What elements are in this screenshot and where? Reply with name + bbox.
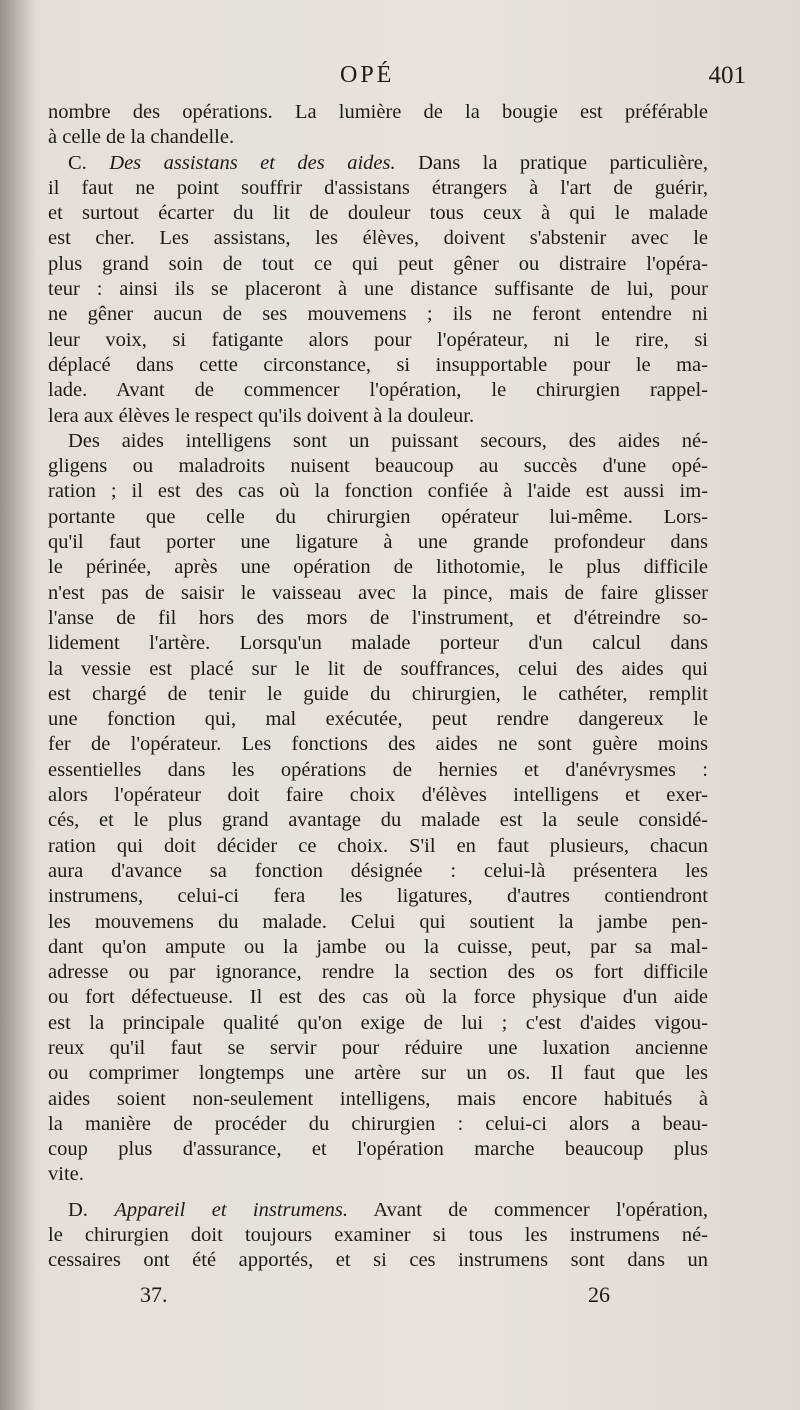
text-line: alors l'opérateur doit faire choix d'élèves intelligens et exer- [48, 784, 708, 807]
text-line: ration ; il est des cas où la fonction confiée à l'aide est aussi im- [48, 480, 708, 503]
text-fragment: Avant de commencer l'opération, [373, 1198, 708, 1221]
text-line: l'anse de fil hors des mors de l'instrument, et d'étreindre so- [48, 606, 708, 629]
text-line: le chirurgien doit toujours examiner si tous les instrumens né- [48, 1224, 708, 1247]
section-label: D. [68, 1198, 88, 1221]
text-line: une fonction qui, mal exécutée, peut rendre dangereux le [48, 708, 708, 731]
text-line: reux qu'il faut se servir pour réduire une luxation ancienne [48, 1036, 708, 1059]
text-line: plus grand soin de tout ce qui peut gêner ou distraire l'opéra- [48, 252, 708, 275]
text-line: coup plus d'assurance, et l'opération marche beaucoup plus [48, 1138, 708, 1161]
text-line: essentielles dans les opérations de hernies et d'anévrysmes : [48, 758, 708, 781]
section-title: Des assistans et des aides. [109, 151, 396, 174]
text-line: gligens ou maladroits nuisent beaucoup au succès d'une opé- [48, 455, 708, 478]
text-line: cés, et le plus grand avantage du malade est la seule considé- [48, 809, 708, 832]
text-line: lidement l'artère. Lorsqu'un malade porteur d'un calcul dans [48, 632, 708, 655]
text-line: Des aides intelligens sont un puissant secours, des aides né- [68, 429, 708, 452]
text-line: lade. Avant de commencer l'opération, le chirurgien rappel- [48, 379, 708, 402]
text-line: vite. [48, 1163, 84, 1186]
section-title: Appareil et instrumens. [114, 1198, 349, 1221]
text-line: les mouvemens du malade. Celui qui soutient la jambe pen- [48, 910, 708, 933]
text-line: ne gêner aucun de ses mouvemens ; ils ne feront entendre ni [48, 303, 708, 326]
text-line: qu'il faut porter une ligature à une grande profondeur dans [48, 531, 708, 554]
text-line: portante que celle du chirurgien opérateur lui-même. Lors- [48, 505, 708, 528]
section-heading-line [48, 151, 708, 176]
text-line: cessaires ont été apportés, et si ces instrumens sont dans un [48, 1249, 708, 1272]
text-line: lera aux élèves le respect qu'ils doivent à la douleur. [48, 404, 475, 427]
text-line: la manière de procéder du chirurgien : celui-ci alors a beau- [48, 1112, 708, 1135]
text-fragment: Dans la pratique particulière, [418, 151, 709, 174]
text-line: aura d'avance sa fonction désignée : celui-là présentera les [48, 859, 708, 882]
text-line: ou fort défectueuse. Il est des cas où la force physique d'un aide [48, 986, 708, 1009]
text-line: nombre des opérations. La lumière de la bougie est préférable [48, 101, 708, 123]
text-line: est cher. Les assistans, les élèves, doivent s'abstenir avec le [48, 227, 708, 250]
text-line: adresse ou par ignorance, rendre la section des os fort difficile [48, 961, 708, 984]
text-line: aides soient non-seulement intelligens, mais encore habitués à [48, 1087, 708, 1110]
body-text [48, 100, 708, 1274]
text-line: leur voix, si fatigante alors pour l'opérateur, ni le rire, si [48, 328, 708, 351]
text-line: déplacé dans cette circonstance, si insupportable pour le ma- [48, 353, 708, 376]
text-line: ration qui doit décider ce choix. S'il en faut plusieurs, chacun [48, 834, 708, 857]
signature-number: 26 [588, 1282, 610, 1307]
section-label: C. [68, 151, 87, 174]
page-footer [130, 1282, 610, 1312]
text-line: et surtout écarter du lit de douleur tous ceux à qui le malade [48, 202, 708, 225]
page-number: 401 [708, 62, 746, 89]
signature-mark: 37. [140, 1282, 168, 1307]
text-line: le périnée, après une opération de lithotomie, le plus difficile [48, 556, 708, 579]
text-line: la vessie est placé sur le lit de souffrances, celui des aides qui [48, 657, 708, 680]
text-line: dant qu'on ampute ou la jambe ou la cuisse, peut, par sa mal- [48, 935, 708, 958]
text-line: il faut ne point souffrir d'assistans étrangers à l'art de guérir, [48, 176, 708, 199]
text-line: teur : ainsi ils se placeront à une distance suffisante de lui, pour [48, 278, 708, 301]
text-line: n'est pas de saisir le vaisseau avec la pince, mais de faire glisser [48, 581, 708, 604]
text-line: instrumens, celui-ci fera les ligatures, d'autres contiendront [48, 885, 708, 908]
binding-shadow [0, 0, 36, 1410]
text-line: à celle de la chandelle. [48, 126, 235, 149]
text-line: est chargé de tenir le guide du chirurgien, le cathéter, remplit [48, 682, 708, 705]
text-line: fer de l'opérateur. Les fonctions des aides ne sont guère moins [48, 733, 708, 756]
page-header [50, 62, 746, 98]
section-heading-line [48, 1198, 708, 1223]
text-line: est la principale qualité qu'on exige de lui ; c'est d'aides vigou- [48, 1011, 708, 1034]
text-line: ou comprimer longtemps une artère sur un os. Il faut que les [48, 1062, 708, 1085]
running-head: OPÉ [340, 62, 395, 88]
